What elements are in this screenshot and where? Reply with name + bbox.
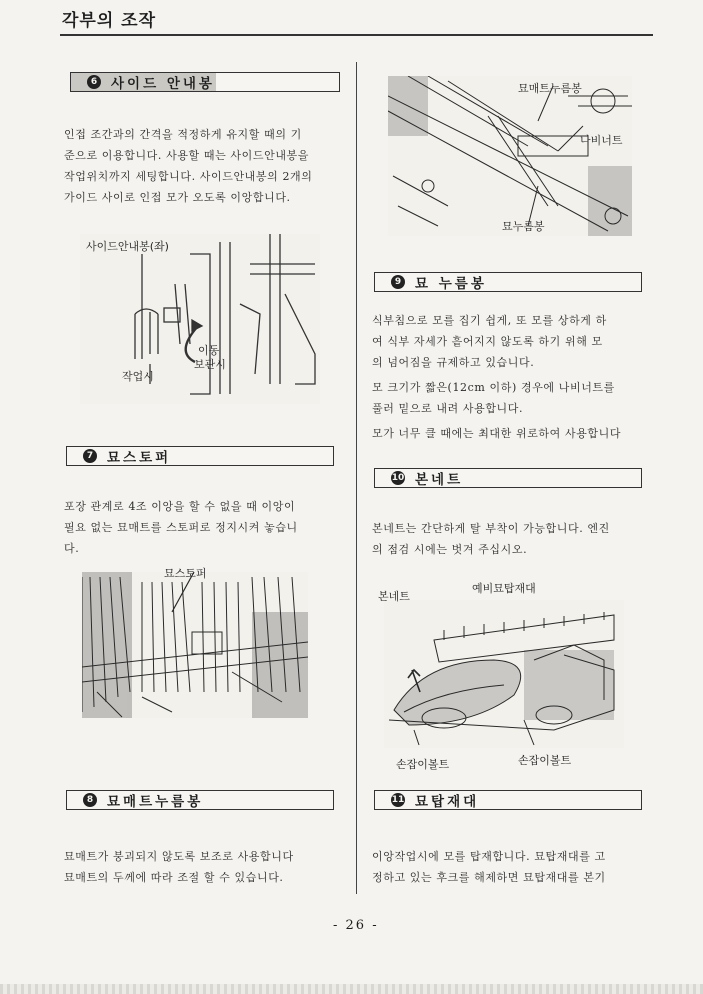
section-title: 묘매트누름봉 (107, 794, 204, 810)
mat-press-figure (388, 76, 632, 236)
section-10-text (372, 518, 610, 560)
label-working: 작업시 (122, 370, 154, 383)
label-handle-bolt-left: 손잡이볼트 (396, 758, 450, 771)
label-mat-press: 묘매트누름봉 (518, 82, 582, 95)
label-spare-tray: 예비묘탑재대 (472, 582, 536, 595)
text-line: 본네트는 간단하게 탈 부착이 가능합니다. 엔진 (372, 522, 610, 535)
label-stopper: 묘스토퍼 (164, 567, 207, 580)
section-number-badge: 6 (87, 75, 101, 89)
stopper-figure (82, 572, 308, 718)
text-line: 여 식부 자세가 흩어지지 않도록 하기 위해 모 (372, 335, 603, 348)
section-11-heading (374, 790, 642, 810)
section-title: 사이드 안내봉 (111, 76, 215, 92)
bonnet-figure (384, 600, 624, 748)
text-line: 필요 없는 묘매트를 스토퍼로 정지시켜 놓습니 (64, 521, 298, 534)
text-line: 정하고 있는 후크를 해제하면 묘탑재대를 본기 (372, 871, 606, 884)
label-bonnet: 본네트 (378, 590, 410, 603)
section-number-badge: 7 (83, 449, 97, 463)
text-line: 식부침으로 모를 집기 쉽게, 또 모를 상하게 하 (372, 314, 607, 327)
section-number-badge: 8 (83, 793, 97, 807)
text-line: 준으로 이용합니다. 사용할 때는 사이드안내봉을 (64, 149, 310, 162)
section-7-heading (66, 446, 334, 466)
section-9-text (372, 310, 621, 444)
text-line: 모가 너무 클 때에는 최대한 위로하여 사용합니다 (372, 427, 622, 440)
section-title: 묘 누름봉 (415, 276, 487, 292)
label-move: 이동 (198, 344, 220, 357)
text-line: 가이드 사이로 인접 모가 오도록 이앙합니다. (64, 191, 291, 204)
label-storage: 보관시 (194, 358, 226, 371)
section-8-text (64, 846, 294, 888)
page-header-title: 각부의 조작 (62, 11, 157, 31)
text-line: 작업위치까지 세팅합니다. 사이드안내봉의 2개의 (64, 170, 313, 183)
section-10-heading (374, 468, 642, 488)
label-handle-bolt-right: 손잡이볼트 (518, 754, 572, 767)
section-title: 본네트 (415, 472, 464, 488)
section-title: 묘스토퍼 (107, 450, 172, 466)
label-seedling-press: 묘누름봉 (502, 220, 545, 233)
stopper-illustration (82, 572, 308, 718)
label-side-guide-left: 사이드안내봉(좌) (86, 240, 169, 253)
section-number-badge: 10 (391, 473, 405, 483)
section-6-heading (70, 72, 340, 92)
text-line: 의 점검 시에는 벗겨 주십시오. (372, 543, 528, 556)
text-line: 다. (64, 542, 80, 555)
column-divider (356, 62, 357, 894)
side-guide-figure (80, 234, 320, 404)
section-title: 묘탑재대 (415, 794, 480, 810)
section-number-badge: 11 (391, 795, 405, 805)
text-line: 이앙작업시에 모를 탑재합니다. 묘탑재대를 고 (372, 850, 606, 863)
section-11-text (372, 846, 606, 888)
mat-press-illustration (388, 76, 632, 236)
section-6-text (64, 124, 313, 208)
bonnet-illustration (384, 600, 624, 748)
text-line: 의 넘어짐을 규제하고 있습니다. (372, 356, 535, 369)
text-line: 묘매트가 붕괴되지 않도록 보조로 사용합니다 (64, 850, 294, 863)
section-number-badge: 9 (391, 275, 405, 289)
label-wing-nut: 나비너트 (580, 134, 623, 147)
text-line: 묘매트의 두께에 따라 조절 할 수 있습니다. (64, 871, 284, 884)
side-guide-illustration (80, 234, 320, 404)
section-8-heading (66, 790, 334, 810)
header-rule (60, 34, 653, 36)
text-line: 풀러 밑으로 내려 사용합니다. (372, 402, 524, 415)
scan-edge-strip (0, 984, 703, 994)
text-line: 모 크기가 짧은(12cm 이하) 경우에 나비너트를 (372, 381, 615, 394)
section-7-text (64, 496, 298, 559)
section-9-heading (374, 272, 642, 292)
page-number: - 26 - (333, 918, 379, 933)
text-line: 포장 관계로 4조 이앙을 할 수 없을 때 이앙이 (64, 500, 296, 513)
text-line: 인접 조간과의 간격을 적정하게 유지할 때의 기 (64, 128, 302, 141)
